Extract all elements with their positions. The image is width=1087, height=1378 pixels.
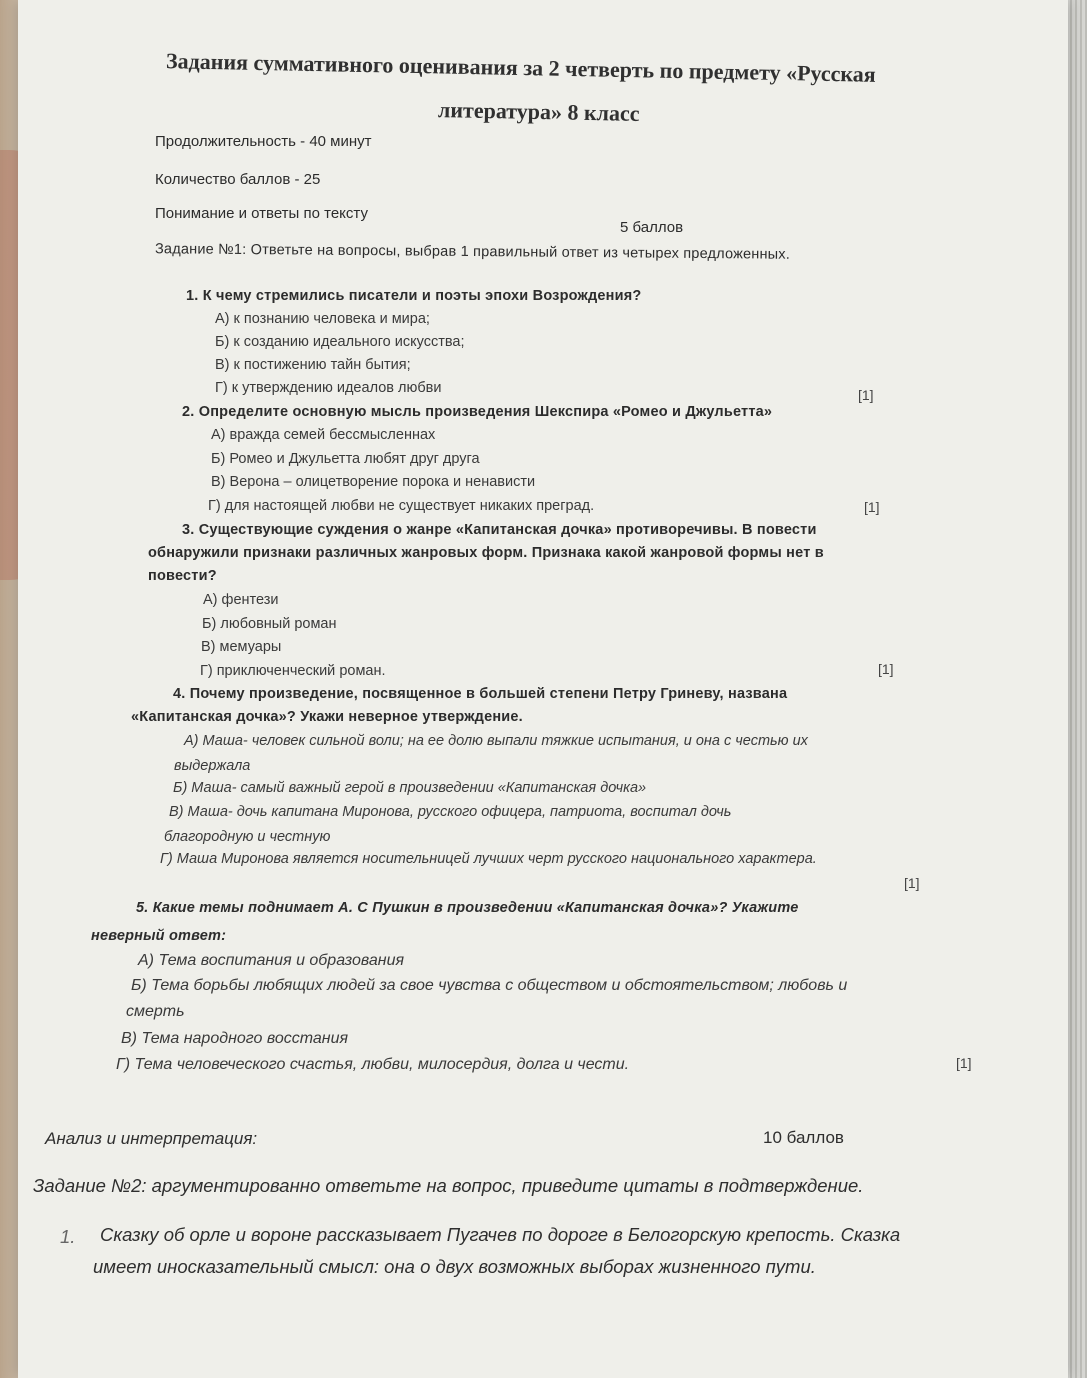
task2-instruction: Задание №2: аргументированно ответьте на вопрос, приведите цитаты в подтверждение. — [33, 1175, 864, 1196]
q3-option-c: В) мемуары — [201, 639, 282, 655]
q4-option-b: Б) Маша- самый важный герой в произведении «Капитанская дочка» — [173, 780, 647, 796]
task1-instruction: Задание №1: Ответьте на вопросы, выбрав 1 правильный ответ из четырех предложенных. — [154, 241, 791, 263]
section1-heading: Понимание и ответы по тексту — [155, 205, 368, 222]
q5-option-d: Г) Тема человеческого счастья, любви, милосердия, долга и чести. — [116, 1056, 630, 1073]
points-text: Количество баллов - 25 — [155, 171, 321, 188]
q1-option-b: Б) к созданию идеального искусства; — [215, 334, 465, 350]
q4-mark: [1] — [904, 875, 920, 891]
document-title-line1: Задания суммативного оценивания за 2 четверть по предмету «Русская — [165, 48, 876, 87]
q2-option-c: В) Верона – олицетворение порока и ненависти — [211, 474, 536, 490]
q1-option-d: Г) к утверждению идеалов любви — [215, 380, 442, 396]
q4-option-a: А) Маша- человек сильной воли; на ее долю выпали тяжкие испытания, и она с честью их — [184, 733, 808, 749]
q3-option-b: Б) любовный роман — [202, 616, 337, 632]
q5-mark: [1] — [956, 1055, 972, 1071]
question-5-line2: неверный ответ: — [91, 928, 227, 944]
question-2: 2. Определите основную мысль произведения Шекспира «Ромео и Джульетта» — [182, 404, 773, 420]
q1-option-a: А) к познанию человека и мира; — [215, 311, 430, 327]
q5-option-b: Б) Тема борьбы любящих людей за свое чувства с обществом и обстоятельством; любовь и — [131, 977, 848, 994]
q1-mark: [1] — [858, 387, 874, 403]
q5-option-c: В) Тема народного восстания — [121, 1030, 349, 1047]
q5-option-b-cont: смерть — [126, 1003, 185, 1020]
question-5-line1: 5. Какие темы поднимает А. С Пушкин в произведении «Капитанская дочка»? Укажите — [136, 900, 799, 916]
task2-item-line1: Сказку об орле и вороне рассказывает Пугачев по дороге в Белогорскую крепость. Сказка — [100, 1224, 901, 1245]
question-3-line1: 3. Существующие суждения о жанре «Капитанская дочка» противоречивы. В повести — [182, 522, 817, 538]
section1-score: 5 баллов — [620, 219, 684, 236]
question-4-line2: «Капитанская дочка»? Укажи неверное утверждение. — [131, 709, 523, 725]
q5-option-a: А) Тема воспитания и образования — [138, 952, 405, 969]
question-4-line1: 4. Почему произведение, посвященное в большей степени Петру Гриневу, названа — [173, 686, 788, 702]
q4-option-c: В) Маша- дочь капитана Миронова, русского офицера, патриота, воспитал дочь — [169, 804, 732, 820]
task2-item-line2: имеет иносказательный смысл: она о двух возможных выборах жизненного пути. — [93, 1256, 816, 1277]
section2-heading: Анализ и интерпретация: — [45, 1129, 258, 1148]
q4-option-a-cont: выдержала — [174, 758, 251, 774]
q2-mark: [1] — [864, 499, 880, 515]
q3-option-d: Г) приключенческий роман. — [200, 663, 386, 679]
q4-option-d: Г) Маша Миронова является носительницей лучших черт русского национального характера. — [160, 851, 817, 867]
document-title-line2: литература» 8 класс — [437, 97, 640, 126]
q4-option-c-cont: благородную и честную — [164, 829, 331, 845]
q3-option-a: А) фентези — [203, 592, 279, 608]
duration-text: Продолжительность - 40 минут — [155, 133, 372, 150]
task2-item-number: 1. — [60, 1226, 76, 1247]
q1-option-c: В) к постижению тайн бытия; — [215, 357, 411, 373]
question-3-line3: повести? — [148, 568, 217, 584]
q3-mark: [1] — [878, 661, 894, 677]
question-3-line2: обнаружили признаки различных жанровых форм. Признака какой жанровой формы нет в — [148, 545, 824, 561]
exam-sheet — [18, 0, 1068, 1378]
q2-option-b: Б) Ромео и Джульетта любят друг друга — [211, 451, 480, 467]
question-1: 1. К чему стремились писатели и поэты эпохи Возрождения? — [186, 288, 642, 304]
section2-score: 10 баллов — [763, 1128, 844, 1147]
q2-option-a: А) вражда семей бессмысленнах — [211, 427, 436, 443]
q2-option-d: Г) для настоящей любви не существует никаких преград. — [208, 498, 595, 514]
